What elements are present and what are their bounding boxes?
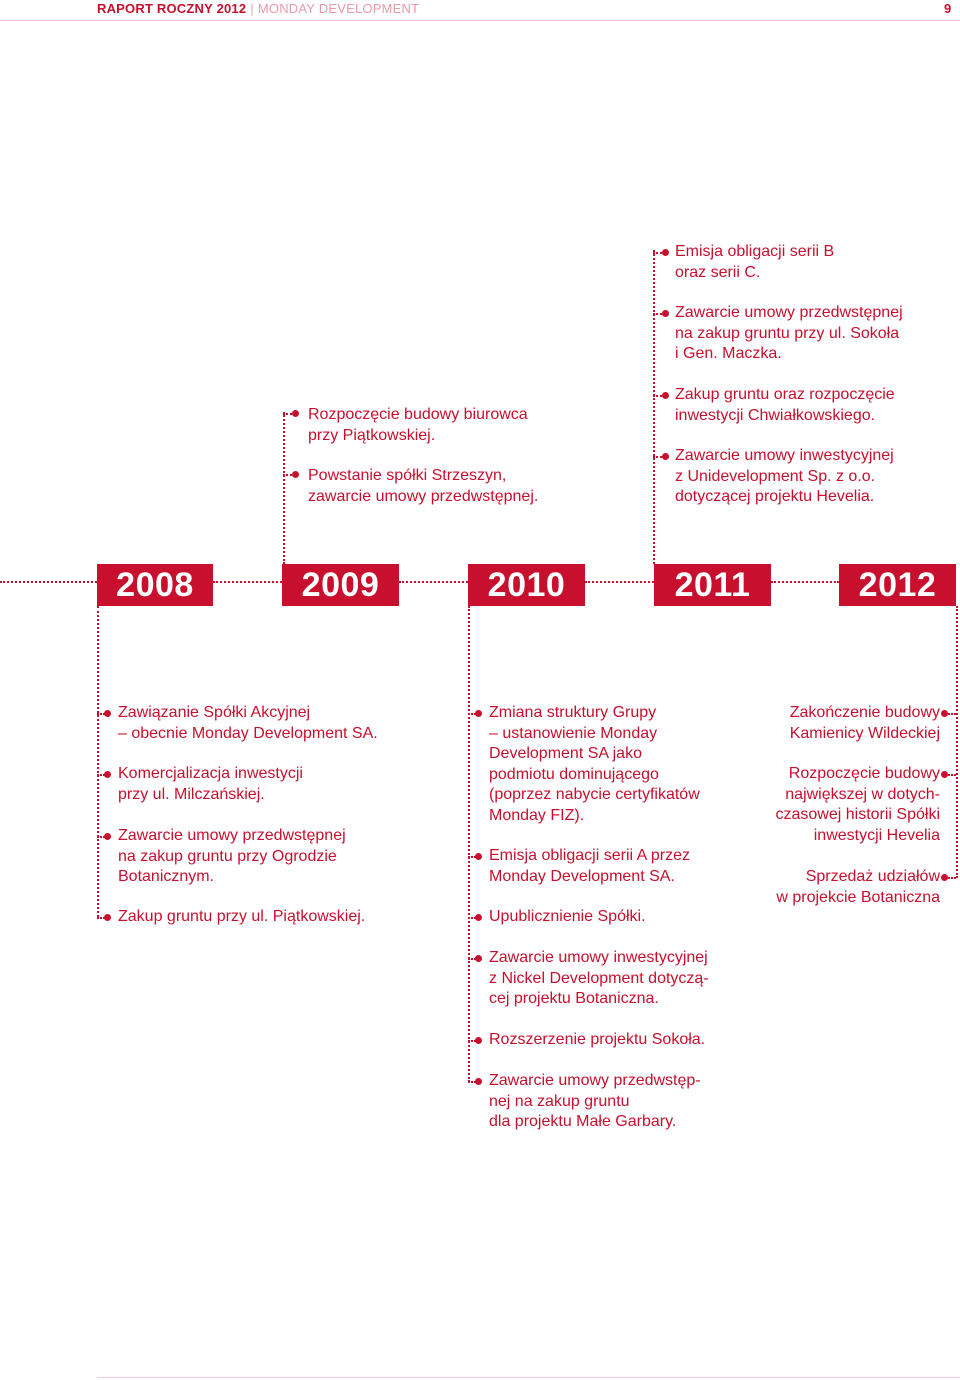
event-text: Zawarcie umowy inwestycyjnej	[675, 447, 894, 464]
event-marker	[475, 710, 482, 717]
event-text: dla projektu Małe Garbary.	[489, 1113, 677, 1130]
event-text: Rozszerzenie projektu Sokoła.	[489, 1031, 706, 1048]
event-2010-6	[489, 1071, 701, 1133]
event-2012-3	[740, 867, 940, 908]
timeline-connector-2009-2010	[399, 581, 468, 583]
event-2008-4	[118, 907, 365, 928]
event-text: Development SA jako	[489, 745, 642, 762]
event-text: dotyczącej projektu Hevelia.	[675, 488, 875, 505]
event-text: Emisja obligacji serii B	[675, 243, 835, 260]
event-marker	[941, 771, 948, 778]
event-text: z Nickel Development dotyczą-	[489, 969, 709, 987]
company-name: MONDAY DEVELOPMENT	[257, 1, 420, 16]
event-text: Zakup gruntu oraz rozpoczęcie	[675, 386, 895, 403]
event-2008-2	[118, 764, 303, 805]
branch-2012-tick-1	[948, 713, 956, 715]
branch-2009-vertical	[283, 412, 285, 564]
event-marker	[475, 1078, 482, 1085]
event-2010-5	[489, 1030, 705, 1051]
event-text: w projekcie Botaniczna	[776, 888, 940, 906]
event-2011-4	[675, 446, 894, 508]
event-text: – ustanowienie Monday	[489, 724, 658, 742]
event-marker	[104, 833, 111, 840]
branch-2011-tick-2	[653, 313, 662, 315]
header-separator: |	[250, 1, 254, 16]
event-marker	[292, 410, 299, 417]
branch-2011-tick-4	[653, 456, 662, 458]
year-2012: 2012	[839, 564, 956, 606]
running-header	[97, 1, 419, 16]
event-text: Zawiązanie Spółki Akcyjnej	[118, 704, 311, 721]
event-text: i Gen. Maczka.	[675, 345, 782, 362]
event-marker	[941, 710, 948, 717]
event-text: z Unidevelopment Sp. z o.o.	[675, 467, 876, 485]
event-2011-2	[675, 303, 903, 365]
event-text: Sprzedaż udziałów	[805, 868, 940, 885]
event-text: cej projektu Botaniczna.	[489, 990, 659, 1007]
event-text: (poprzez nabycie certyfikatów	[489, 786, 700, 803]
event-text: Emisja obligacji serii A przez	[489, 847, 690, 864]
event-marker	[475, 955, 482, 962]
event-text: Monday Development SA.	[489, 867, 675, 885]
event-text: podmiotu dominującego	[489, 765, 659, 783]
branch-2011-tick-3	[653, 395, 662, 397]
event-text: Zawarcie umowy inwestycyjnej	[489, 949, 708, 966]
event-text: na zakup gruntu przy Ogrodzie	[118, 847, 337, 865]
event-2011-3	[675, 385, 895, 426]
event-2011-1	[675, 242, 834, 283]
event-2010-3	[489, 907, 646, 928]
event-marker	[941, 874, 948, 881]
event-text: największej w dotych-	[785, 785, 940, 803]
event-marker	[475, 1037, 482, 1044]
event-marker	[662, 310, 669, 317]
event-text: Zmiana struktury Grupy	[489, 704, 657, 721]
event-text: nej na zakup gruntu	[489, 1092, 630, 1110]
branch-2012-tick-3	[948, 877, 956, 879]
event-marker	[104, 914, 111, 921]
event-text: zawarcie umowy przedwstępnej.	[308, 487, 539, 505]
event-text: Botanicznym.	[118, 868, 215, 885]
event-2008-1	[118, 703, 378, 744]
event-2008-3	[118, 826, 346, 888]
report-title: RAPORT ROCZNY 2012	[97, 1, 247, 16]
event-marker	[475, 914, 482, 921]
event-2012-1	[740, 703, 940, 744]
event-2009-2	[308, 466, 538, 507]
event-marker	[104, 710, 111, 717]
event-text: Zakup gruntu przy ul. Piątkowskiej.	[118, 908, 366, 925]
event-2009-1	[308, 405, 528, 446]
event-text: Zakończenie budowy	[789, 704, 940, 721]
event-text: oraz serii C.	[675, 263, 761, 281]
event-text: Powstanie spółki Strzeszyn,	[308, 467, 507, 484]
year-2011: 2011	[654, 564, 771, 606]
event-text: przy ul. Milczańskiej.	[118, 785, 265, 803]
branch-2011-vertical	[653, 250, 655, 564]
branch-2011-tick-1	[653, 252, 662, 254]
event-text: Komercjalizacja inwestycji	[118, 765, 303, 782]
event-text: inwestycji Chwiałkowskiego.	[675, 406, 876, 424]
event-2012-2	[740, 764, 940, 846]
branch-2012-vertical	[956, 606, 958, 878]
event-text: Zawarcie umowy przedwstępnej	[118, 827, 346, 844]
year-2009: 2009	[282, 564, 399, 606]
event-marker	[662, 249, 669, 256]
branch-2009-tick-2	[283, 474, 292, 476]
event-text: Zawarcie umowy przedwstęp-	[489, 1072, 701, 1089]
event-text: Rozpoczęcie budowy biurowca	[308, 406, 528, 423]
event-marker	[292, 471, 299, 478]
event-text: inwestycji Hevelia	[813, 826, 940, 844]
event-text: na zakup gruntu przy ul. Sokoła	[675, 324, 900, 342]
year-2010: 2010	[468, 564, 585, 606]
page-number: 9	[944, 1, 952, 16]
event-2010-4	[489, 948, 709, 1010]
event-text: Kamienicy Wildeckiej	[789, 724, 940, 742]
event-text: Upublicznienie Spółki.	[489, 908, 646, 925]
event-text: Monday FIZ).	[489, 806, 585, 824]
event-marker	[475, 853, 482, 860]
event-text: Rozpoczęcie budowy	[788, 765, 940, 782]
event-marker	[104, 771, 111, 778]
timeline-connector-2010-2011	[585, 581, 654, 583]
branch-2010-vertical	[468, 606, 470, 1082]
event-text: czasowej historii Spółki	[775, 806, 940, 823]
event-2010-1	[489, 703, 700, 826]
footer-divider	[97, 1377, 960, 1378]
event-2010-2	[489, 846, 690, 887]
branch-2008-vertical	[97, 606, 99, 917]
event-text: Zawarcie umowy przedwstępnej	[675, 304, 903, 321]
branch-2009-tick-1	[283, 413, 292, 415]
timeline-connector-2011-2012	[771, 581, 839, 583]
page-header	[0, 0, 960, 21]
branch-2012-tick-2	[948, 774, 956, 776]
year-2008: 2008	[97, 564, 213, 606]
event-marker	[662, 453, 669, 460]
timeline-connector-left	[0, 581, 97, 583]
timeline-connector-2008-2009	[213, 581, 282, 583]
event-text: – obecnie Monday Development SA.	[118, 724, 378, 742]
event-text: przy Piątkowskiej.	[308, 426, 436, 444]
event-marker	[662, 392, 669, 399]
